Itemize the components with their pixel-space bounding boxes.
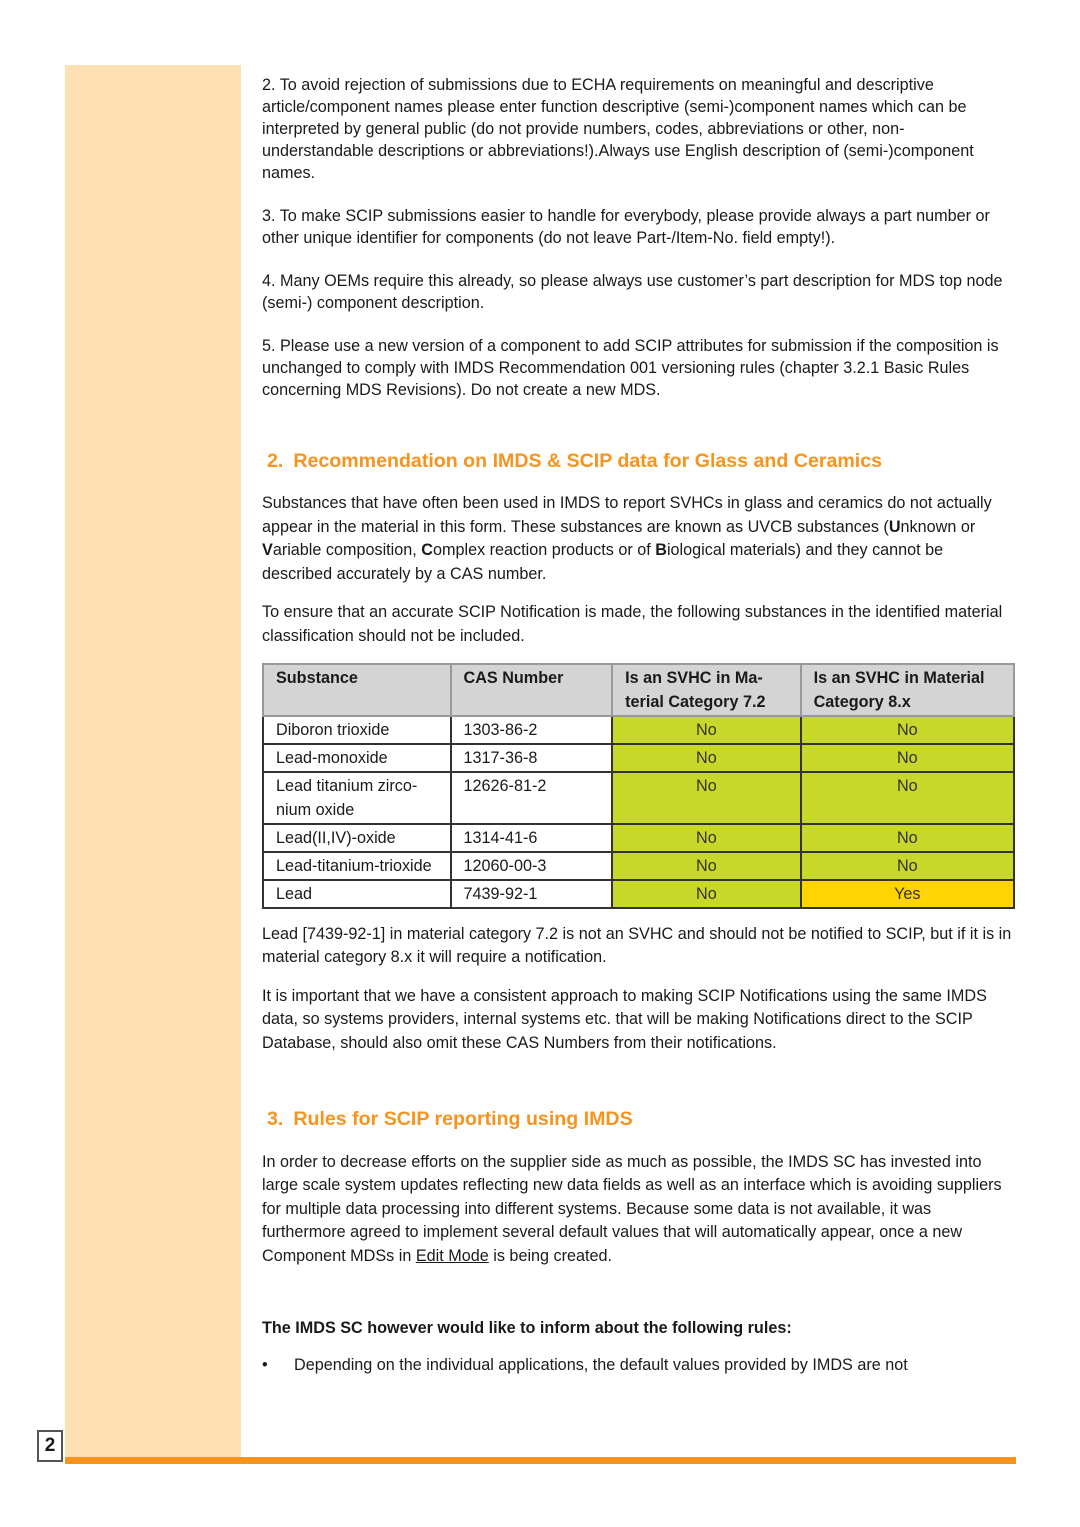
cell-cas: 12626-81-2 (451, 772, 613, 824)
cell-cat-8x: Yes (801, 880, 1014, 908)
section-2-paragraph-3: Lead [7439-92-1] in material category 7.2 is not an SVHC and should not be notified to SCIP, but if it is in material category 8.x it will require a notification. (262, 924, 1012, 967)
cell-cat-8x: No (801, 744, 1014, 772)
bullet-dot-icon: • (262, 1355, 268, 1374)
table-row (263, 716, 1014, 744)
cell-cat-8x: No (801, 772, 1014, 824)
table-row (263, 824, 1014, 852)
cell-substance: Lead(II,IV)-oxide (263, 824, 451, 852)
cell-substance: Lead-monoxide (263, 744, 451, 772)
cell-substance: Lead (263, 880, 451, 908)
cell-cat-8x: No (801, 852, 1014, 880)
paragraph-rule-5: 5. Please use a new version of a component to add SCIP attributes for submission if the composition is unchanged to comply with IMDS Recommendation 001 versioning rules (chapter 3.2.1 Basic Rules concerning MDS Revisions). Do not create a new MDS. (262, 337, 999, 399)
header-svhc-cat-8x: Is an SVHC in Material Category 8.x (801, 664, 1014, 716)
cell-cas: 12060-00-3 (451, 852, 613, 880)
paragraph-rule-4: 4. Many OEMs require this already, so please always use customer’s part description for MDS top node (semi-) component description. (262, 272, 1003, 312)
cell-cat-7-2: No (612, 824, 800, 852)
cell-cas: 7439-92-1 (451, 880, 613, 908)
cell-substance: Lead titanium zirco-nium oxide (263, 772, 451, 824)
section-3-number: 3. (267, 1107, 284, 1130)
section-2-paragraph-1: Substances that have often been used in IMDS to report SVHCs in glass and ceramics do not actually appear in the material in this form. These substances are known as UVCB substances (Unknown or Variable composition, Complex reaction products or of Biological materials) and they cannot be described accurately by a CAS number. (262, 494, 992, 583)
cell-cat-8x: No (801, 824, 1014, 852)
svhc-substance-table (262, 663, 1015, 909)
sidebar-band (65, 65, 241, 1457)
header-svhc-cat-7-2: Is an SVHC in Ma-terial Category 7.2 (612, 664, 800, 716)
section-2-paragraph-4: It is important that we have a consistent approach to making SCIP Notifications using the same IMDS data, so systems providers, internal systems etc. that will be making Notifications direct to the SCIP Database, should also omit these CAS Numbers from their notifications. (262, 986, 987, 1052)
cell-cat-7-2: No (612, 744, 800, 772)
cell-substance: Lead-titanium-trioxide (263, 852, 451, 880)
cell-cas: 1314-41-6 (451, 824, 613, 852)
header-cas-number: CAS Number (451, 664, 613, 716)
paragraph-rule-2: 2. To avoid rejection of submissions due to ECHA requirements on meaningful and descriptive article/component names please enter function descriptive (semi-)component names which can be interpreted by general public (do not provide numbers, codes, abbreviations or other, non-understandable descriptions or abbreviations!).Always use English description of (semi-)component names. (262, 76, 974, 182)
cell-cat-7-2: No (612, 852, 800, 880)
cell-cat-7-2: No (612, 716, 800, 744)
table-header-row (263, 664, 1014, 716)
cell-cat-7-2: No (612, 880, 800, 908)
cell-substance: Diboron trioxide (263, 716, 451, 744)
edit-mode-link[interactable]: Edit Mode (415, 1246, 489, 1265)
page-number: 2 (37, 1430, 63, 1462)
section-2-heading (262, 448, 1014, 474)
paragraph-rule-3: 3. To make SCIP submissions easier to handle for everybody, please provide always a part number or other unique identifier for components (do not leave Part-/Item-No. field empty!). (262, 207, 990, 247)
section-2-paragraph-2: To ensure that an accurate SCIP Notification is made, the following substances in the identified material classification should not be included. (262, 603, 1003, 645)
cell-cat-8x: No (801, 716, 1014, 744)
section-3-title: Rules for SCIP reporting using IMDS (293, 1107, 633, 1130)
section-3-paragraph-1: In order to decrease efforts on the supplier side as much as possible, the IMDS SC has invested into large scale system updates reflecting new data fields as well as an interface which is avoiding suppliers for multiple data processing into different systems. Because some data is not available, it was furthermore agreed to implement several default values that will automatically appear, once a new Component MDSs in Edit Mode is being created. (262, 1152, 1002, 1265)
page-content (262, 74, 1014, 1376)
table-row (263, 880, 1014, 908)
cell-cas: 1303-86-2 (451, 716, 613, 744)
cell-cas: 1317-36-8 (451, 744, 613, 772)
bullet-item: • Depending on the individual applications, the default values provided by IMDS are not (262, 1355, 908, 1374)
section-2-title: Recommendation on IMDS & SCIP data for Glass and Ceramics (293, 450, 883, 472)
table-row (263, 852, 1014, 880)
table-row (263, 744, 1014, 772)
header-substance: Substance (263, 664, 451, 716)
rules-intro-bold: The IMDS SC however would like to inform about the following rules: (262, 1318, 792, 1337)
cell-cat-7-2: No (612, 772, 800, 824)
bottom-rule (65, 1457, 1016, 1464)
section-2-number: 2. (267, 450, 284, 472)
section-3-heading (262, 1106, 1014, 1132)
table-row (263, 772, 1014, 824)
